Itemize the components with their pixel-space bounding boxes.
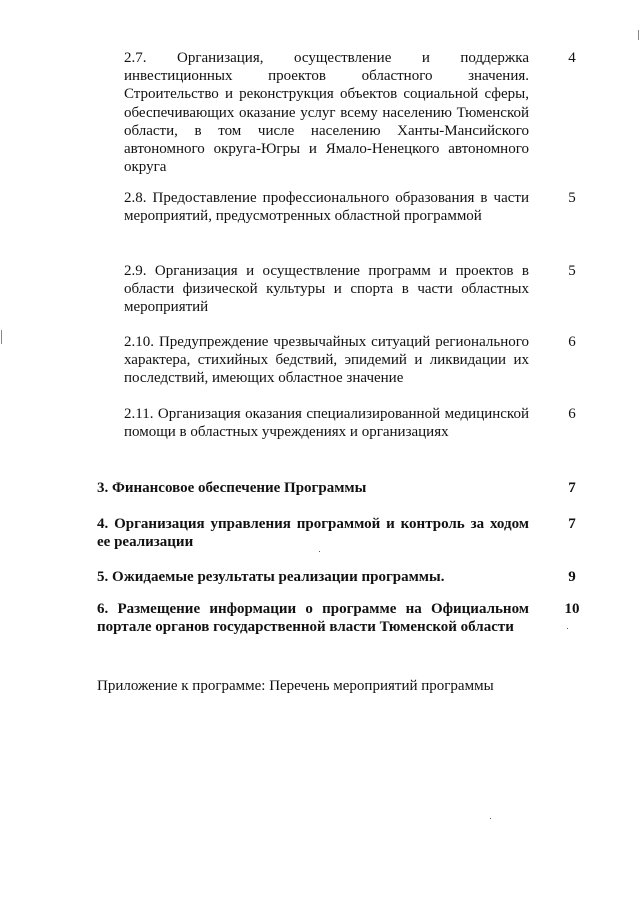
toc-entry-text: 2.9. Организация и осуществление программ и проектов в области физической культуры и спорта в части областных мероприятий xyxy=(124,263,529,316)
scan-edge-mark xyxy=(1,330,2,344)
toc-page-number: 5 xyxy=(568,263,576,279)
toc-entry-text: 5. Ожидаемые результаты реализации программы. xyxy=(97,569,445,585)
scan-speck xyxy=(319,551,320,552)
toc-entry-text: 2.10. Предупреждение чрезвычайных ситуаций регионального характера, стихийных бедствий, эпидемий и ликвидации их последствий, имеющих областное значение xyxy=(124,334,529,387)
toc-page-number: 7 xyxy=(568,480,576,496)
toc-page-number: 6 xyxy=(568,334,576,350)
scan-speck xyxy=(490,818,491,819)
toc-entry-text: 4. Организация управления программой и контроль за ходом ее реализации xyxy=(97,516,529,551)
toc-page-number: 5 xyxy=(568,190,576,206)
scan-speck xyxy=(567,628,568,629)
scan-edge-mark xyxy=(638,30,639,40)
toc-page-number: 7 xyxy=(568,516,576,532)
toc-page-number: 9 xyxy=(568,569,576,585)
toc-entry-text: 6. Размещение информации о программе на Официальном портале органов государственной власти Тюменской области xyxy=(97,601,529,636)
toc-page-number: 6 xyxy=(568,406,576,422)
toc-entry-text: 2.7. Организация, осуществление и поддержка инвестиционных проектов областного значения. Строительство и реконструкция объектов социальной сферы, обеспечивающих оказание услуг всему населению Тюменской области, в том числе населению Ханты-Мансийского автономного округа-Югры и Ямало-Ненецкого автономного округа xyxy=(124,50,529,176)
toc-entry-text: 2.11. Организация оказания специализированной медицинской помощи в областных учреждениях и организациях xyxy=(124,406,529,441)
toc-entry-text: 3. Финансовое обеспечение Программы xyxy=(97,480,367,496)
toc-page-number: 10 xyxy=(564,601,580,617)
appendix-line: Приложение к программе: Перечень мероприятий программы xyxy=(97,678,494,694)
toc-page-number: 4 xyxy=(568,50,576,66)
toc-entry-text: 2.8. Предоставление профессионального образования в части мероприятий, предусмотренных областной программой xyxy=(124,190,529,225)
